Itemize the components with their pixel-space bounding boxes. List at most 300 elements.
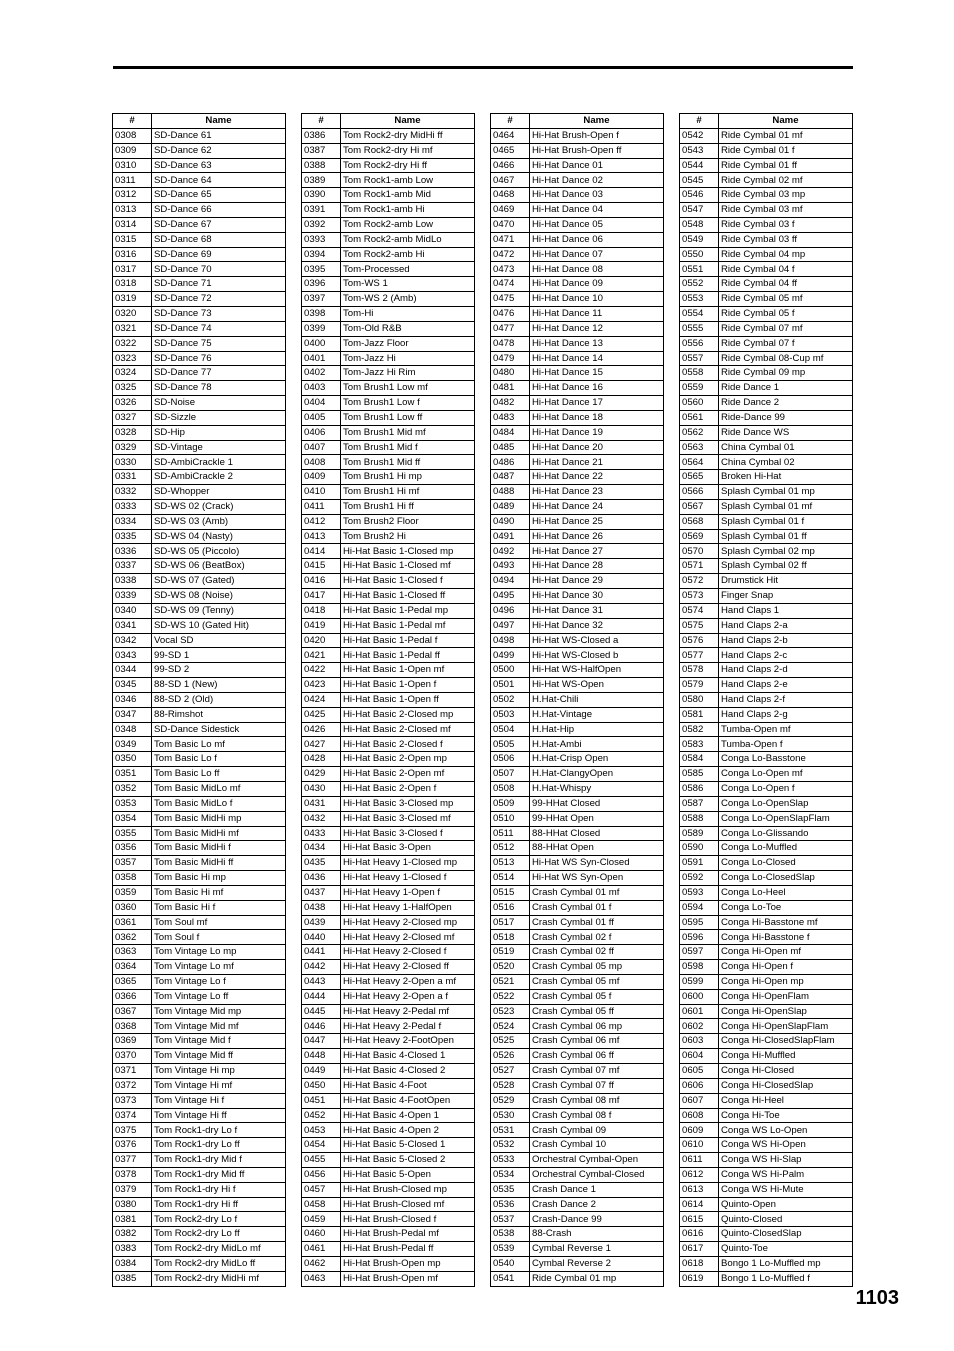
header-name: Name — [341, 114, 475, 129]
sample-number: 0552 — [680, 277, 719, 292]
table-row — [491, 158, 664, 173]
sample-number: 0442 — [302, 960, 341, 975]
sample-name: Crash Cymbal 07 mf — [530, 1064, 664, 1079]
sample-name: Hi-Hat Basic 2-Open mf — [341, 767, 475, 782]
sample-number: 0409 — [302, 470, 341, 485]
sample-name: Tom Rock1-amb Low — [341, 173, 475, 188]
sample-number: 0335 — [113, 529, 152, 544]
sample-number: 0502 — [491, 692, 530, 707]
sample-name: Hi-Hat Dance 16 — [530, 381, 664, 396]
table-row — [113, 974, 286, 989]
table-row — [680, 470, 853, 485]
sample-name: Hi-Hat Dance 08 — [530, 262, 664, 277]
table-row — [113, 1078, 286, 1093]
table-row — [302, 455, 475, 470]
sample-name: Tom Brush2 Floor — [341, 514, 475, 529]
sample-number: 0417 — [302, 589, 341, 604]
sample-number: 0316 — [113, 247, 152, 262]
sample-name: Ride Dance WS — [719, 425, 853, 440]
sample-number: 0416 — [302, 574, 341, 589]
sample-name: Tom Rock2-dry Hi ff — [341, 158, 475, 173]
sample-number: 0326 — [113, 396, 152, 411]
table-row — [302, 1078, 475, 1093]
sample-name: Crash Cymbal 09 — [530, 1123, 664, 1138]
sample-name: Ride Cymbal 07 mf — [719, 321, 853, 336]
sample-number: 0488 — [491, 485, 530, 500]
sample-name: Tom Basic Hi mp — [152, 871, 286, 886]
table-row — [302, 277, 475, 292]
table-row — [491, 455, 664, 470]
table-row — [491, 663, 664, 678]
sample-number: 0357 — [113, 856, 152, 871]
sample-number: 0390 — [302, 188, 341, 203]
sample-number: 0331 — [113, 470, 152, 485]
table-row — [302, 856, 475, 871]
sample-name: Crash Cymbal 02 f — [530, 930, 664, 945]
sample-name: SD-Dance 71 — [152, 277, 286, 292]
table-row — [491, 960, 664, 975]
sample-number: 0352 — [113, 781, 152, 796]
table-row — [680, 1138, 853, 1153]
sample-name: Tom Vintage Mid ff — [152, 1049, 286, 1064]
table-row — [680, 381, 853, 396]
sample-number: 0614 — [680, 1197, 719, 1212]
sample-name: 99-HHat Open — [530, 811, 664, 826]
sample-name: Tom Brush1 Hi mp — [341, 470, 475, 485]
sample-name: Conga WS Hi-Slap — [719, 1153, 853, 1168]
sample-name: Hi-Hat Basic 1-Closed mf — [341, 559, 475, 574]
table-row — [491, 544, 664, 559]
table-row — [680, 559, 853, 574]
sample-number: 0603 — [680, 1034, 719, 1049]
sample-name: Hi-Hat Heavy 1-Closed f — [341, 871, 475, 886]
sample-number: 0557 — [680, 351, 719, 366]
sample-name: 88-SD 1 (New) — [152, 678, 286, 693]
table-row — [491, 945, 664, 960]
sample-name: Hi-Hat Dance 02 — [530, 173, 664, 188]
sample-name: Tom Brush1 Hi ff — [341, 499, 475, 514]
sample-number: 0551 — [680, 262, 719, 277]
sample-number: 0546 — [680, 188, 719, 203]
table-row — [680, 826, 853, 841]
table-row — [491, 974, 664, 989]
sample-name: Tom-WS 1 — [341, 277, 475, 292]
table-row — [680, 900, 853, 915]
sample-number: 0310 — [113, 158, 152, 173]
table-row — [491, 514, 664, 529]
table-row — [113, 351, 286, 366]
sample-number: 0501 — [491, 678, 530, 693]
sample-number: 0440 — [302, 930, 341, 945]
sample-name: Tom Rock2-dry Hi mf — [341, 143, 475, 158]
sample-number: 0505 — [491, 737, 530, 752]
sample-name: Hi-Hat Dance 11 — [530, 306, 664, 321]
sample-number: 0462 — [302, 1256, 341, 1271]
sample-name: Hi-Hat Brush-Closed mp — [341, 1182, 475, 1197]
sample-name: Tom Basic Lo ff — [152, 767, 286, 782]
sample-name: Conga Hi-Open mp — [719, 974, 853, 989]
table-row — [113, 737, 286, 752]
sample-number: 0497 — [491, 618, 530, 633]
sample-number: 0453 — [302, 1123, 341, 1138]
table-row — [680, 188, 853, 203]
table-header-row — [680, 114, 853, 129]
sample-number: 0467 — [491, 173, 530, 188]
sample-name: Tom Basic MidHi ff — [152, 856, 286, 871]
sample-name: Ride Cymbal 02 mf — [719, 173, 853, 188]
sample-name: Tom Vintage Lo mf — [152, 960, 286, 975]
sample-number: 0533 — [491, 1153, 530, 1168]
table-row — [491, 410, 664, 425]
table-row — [302, 1093, 475, 1108]
sample-name: Hi-Hat Basic 1-Open f — [341, 678, 475, 693]
sample-name: Tom Rock1-amb Mid — [341, 188, 475, 203]
sample-table-3 — [490, 113, 664, 1287]
sample-table-2 — [301, 113, 475, 1287]
table-row — [680, 1271, 853, 1286]
sample-number: 0481 — [491, 381, 530, 396]
table-row — [113, 232, 286, 247]
table-row — [302, 1212, 475, 1227]
sample-number: 0319 — [113, 292, 152, 307]
table-row — [113, 306, 286, 321]
sample-number: 0490 — [491, 514, 530, 529]
sample-name: SD-Vintage — [152, 440, 286, 455]
sample-name: Conga Lo-Basstone — [719, 752, 853, 767]
sample-name: Tom Basic MidLo f — [152, 796, 286, 811]
table-row — [491, 440, 664, 455]
table-row — [302, 499, 475, 514]
sample-number: 0327 — [113, 410, 152, 425]
table-row — [491, 722, 664, 737]
sample-name: Hi-Hat Basic 3-Closed mp — [341, 796, 475, 811]
sample-name: Crash Cymbal 02 ff — [530, 945, 664, 960]
sample-name: Tom-Processed — [341, 262, 475, 277]
sample-number: 0389 — [302, 173, 341, 188]
sample-number: 0510 — [491, 811, 530, 826]
table-row — [302, 871, 475, 886]
sample-number: 0583 — [680, 737, 719, 752]
table-row — [491, 262, 664, 277]
table-row — [680, 440, 853, 455]
sample-number: 0458 — [302, 1197, 341, 1212]
table-row — [680, 158, 853, 173]
sample-name: Conga WS Lo-Open — [719, 1123, 853, 1138]
table-row — [113, 960, 286, 975]
sample-name: SD-WS 02 (Crack) — [152, 499, 286, 514]
sample-name: Ride Cymbal 04 mp — [719, 247, 853, 262]
table-row — [680, 514, 853, 529]
sample-name: Hi-Hat Brush-Open f — [530, 128, 664, 143]
header-number: # — [491, 114, 530, 129]
table-row — [302, 203, 475, 218]
sample-number: 0428 — [302, 752, 341, 767]
sample-number: 0595 — [680, 915, 719, 930]
sample-name: Conga Hi-ClosedSlapFlam — [719, 1034, 853, 1049]
table-row — [680, 722, 853, 737]
table-row — [680, 945, 853, 960]
sample-number: 0457 — [302, 1182, 341, 1197]
table-row — [680, 217, 853, 232]
table-row — [680, 499, 853, 514]
sample-name: SD-Dance 64 — [152, 173, 286, 188]
sample-number: 0374 — [113, 1108, 152, 1123]
sample-number: 0540 — [491, 1256, 530, 1271]
sample-number: 0400 — [302, 336, 341, 351]
sample-name: Finger Snap — [719, 589, 853, 604]
table-row — [491, 336, 664, 351]
table-row — [491, 692, 664, 707]
table-row — [113, 1271, 286, 1286]
sample-number: 0495 — [491, 589, 530, 604]
sample-name: Crash Cymbal 05 mp — [530, 960, 664, 975]
sample-number: 0328 — [113, 425, 152, 440]
table-row — [302, 188, 475, 203]
sample-number: 0555 — [680, 321, 719, 336]
table-row — [113, 1064, 286, 1079]
sample-number: 0586 — [680, 781, 719, 796]
sample-number: 0463 — [302, 1271, 341, 1286]
sample-name: Crash Cymbal 01 mf — [530, 885, 664, 900]
table-row — [680, 752, 853, 767]
sample-name: Ride Dance 2 — [719, 396, 853, 411]
sample-number: 0371 — [113, 1064, 152, 1079]
table-row — [491, 247, 664, 262]
sample-name: Hi-Hat Brush-Closed f — [341, 1212, 475, 1227]
table-row — [113, 885, 286, 900]
table-row — [680, 871, 853, 886]
table-row — [491, 1153, 664, 1168]
table-row — [113, 1197, 286, 1212]
sample-name: SD-Dance 78 — [152, 381, 286, 396]
table-row — [302, 158, 475, 173]
table-row — [302, 960, 475, 975]
table-row — [113, 856, 286, 871]
table-row — [680, 707, 853, 722]
table-row — [491, 648, 664, 663]
table-row — [680, 336, 853, 351]
table-row — [491, 396, 664, 411]
sample-name: Hi-Hat Heavy 2-Closed ff — [341, 960, 475, 975]
sample-name: Hi-Hat Heavy 2-Pedal mf — [341, 1004, 475, 1019]
sample-number: 0322 — [113, 336, 152, 351]
sample-name: Ride Cymbal 05 f — [719, 306, 853, 321]
table-row — [113, 455, 286, 470]
table-row — [302, 514, 475, 529]
sample-name: H.Hat-Ambi — [530, 737, 664, 752]
sample-name: Conga Lo-Toe — [719, 900, 853, 915]
header-name: Name — [719, 114, 853, 129]
table-row — [302, 1256, 475, 1271]
sample-name: Tom Rock1-dry Mid ff — [152, 1167, 286, 1182]
sample-number: 0324 — [113, 366, 152, 381]
sample-number: 0571 — [680, 559, 719, 574]
sample-name: SD-Dance 75 — [152, 336, 286, 351]
sample-name: Crash Cymbal 05 mf — [530, 974, 664, 989]
table-row — [302, 1227, 475, 1242]
table-row — [491, 871, 664, 886]
sample-number: 0404 — [302, 396, 341, 411]
table-row — [680, 1064, 853, 1079]
sample-name: Hi-Hat Dance 07 — [530, 247, 664, 262]
sample-number: 0615 — [680, 1212, 719, 1227]
sample-number: 0330 — [113, 455, 152, 470]
sample-name: Tom Rock2-dry Lo f — [152, 1212, 286, 1227]
sample-number: 0592 — [680, 871, 719, 886]
table-row — [302, 1153, 475, 1168]
sample-name: Splash Cymbal 01 f — [719, 514, 853, 529]
table-row — [491, 856, 664, 871]
sample-number: 0521 — [491, 974, 530, 989]
sample-number: 0446 — [302, 1019, 341, 1034]
table-row — [302, 692, 475, 707]
sample-name: Cymbal Reverse 2 — [530, 1256, 664, 1271]
sample-name: Tom Brush1 Low mf — [341, 381, 475, 396]
sample-number: 0433 — [302, 826, 341, 841]
table-row — [113, 1167, 286, 1182]
sample-number: 0406 — [302, 425, 341, 440]
sample-name: SD-Dance 74 — [152, 321, 286, 336]
sample-number: 0323 — [113, 351, 152, 366]
sample-name: Tom-Jazz Hi Rim — [341, 366, 475, 381]
sample-number: 0443 — [302, 974, 341, 989]
table-row — [113, 1093, 286, 1108]
sample-name: Hi-Hat Dance 15 — [530, 366, 664, 381]
sample-name: Hand Claps 2-c — [719, 648, 853, 663]
sample-name: Bongo 1 Lo-Muffled f — [719, 1271, 853, 1286]
sample-number: 0534 — [491, 1167, 530, 1182]
sample-name: SD-WS 10 (Gated Hit) — [152, 618, 286, 633]
sample-number: 0532 — [491, 1138, 530, 1153]
sample-number: 0375 — [113, 1123, 152, 1138]
table-row — [491, 796, 664, 811]
sample-name: Splash Cymbal 01 ff — [719, 529, 853, 544]
table-row — [680, 1034, 853, 1049]
sample-number: 0436 — [302, 871, 341, 886]
sample-name: Hi-Hat Heavy 2-Open a mf — [341, 974, 475, 989]
sample-number: 0384 — [113, 1256, 152, 1271]
table-row — [680, 989, 853, 1004]
sample-name: Ride Cymbal 09 mp — [719, 366, 853, 381]
sample-number: 0542 — [680, 128, 719, 143]
table-row — [302, 1167, 475, 1182]
sample-name: Crash Cymbal 06 mp — [530, 1019, 664, 1034]
sample-name: Crash Cymbal 01 f — [530, 900, 664, 915]
sample-name: Hi-Hat Basic 1-Pedal mf — [341, 618, 475, 633]
sample-number: 0588 — [680, 811, 719, 826]
sample-name: Splash Cymbal 02 ff — [719, 559, 853, 574]
sample-number: 0419 — [302, 618, 341, 633]
table-row — [680, 1108, 853, 1123]
sample-number: 0587 — [680, 796, 719, 811]
sample-number: 0445 — [302, 1004, 341, 1019]
sample-number: 0461 — [302, 1242, 341, 1257]
table-row — [680, 856, 853, 871]
sample-name: SD-Dance 72 — [152, 292, 286, 307]
sample-number: 0336 — [113, 544, 152, 559]
sample-name: Tom-WS 2 (Amb) — [341, 292, 475, 307]
sample-number: 0566 — [680, 485, 719, 500]
table-row — [302, 589, 475, 604]
sample-name: Hi-Hat Basic 2-Open mp — [341, 752, 475, 767]
sample-number: 0493 — [491, 559, 530, 574]
sample-number: 0385 — [113, 1271, 152, 1286]
sample-name: Hi-Hat WS-HalfOpen — [530, 663, 664, 678]
table-row — [491, 1256, 664, 1271]
table-row — [113, 781, 286, 796]
sample-number: 0513 — [491, 856, 530, 871]
sample-number: 0536 — [491, 1197, 530, 1212]
sample-number: 0539 — [491, 1242, 530, 1257]
sample-number: 0519 — [491, 945, 530, 960]
sample-number: 0438 — [302, 900, 341, 915]
sample-name: Hi-Hat Dance 32 — [530, 618, 664, 633]
sample-name: Tom Basic Lo mf — [152, 737, 286, 752]
header-name: Name — [530, 114, 664, 129]
sample-name: Ride Cymbal 03 ff — [719, 232, 853, 247]
sample-number: 0312 — [113, 188, 152, 203]
sample-number: 0398 — [302, 306, 341, 321]
table-row — [113, 396, 286, 411]
sample-number: 0479 — [491, 351, 530, 366]
sample-number: 0607 — [680, 1093, 719, 1108]
sample-name: Hi-Hat Basic 3-Closed mf — [341, 811, 475, 826]
sample-number: 0429 — [302, 767, 341, 782]
table-row — [491, 1064, 664, 1079]
table-row — [302, 366, 475, 381]
sample-name: SD-Dance 61 — [152, 128, 286, 143]
sample-number: 0544 — [680, 158, 719, 173]
sample-number: 0578 — [680, 663, 719, 678]
table-row — [680, 678, 853, 693]
table-row — [113, 1212, 286, 1227]
table-row — [680, 796, 853, 811]
sample-name: 88-Rimshot — [152, 707, 286, 722]
table-row — [491, 1034, 664, 1049]
sample-name: Hi-Hat Heavy 2-Pedal f — [341, 1019, 475, 1034]
sample-name: Hi-Hat Dance 24 — [530, 499, 664, 514]
sample-name: Tom Brush2 Hi — [341, 529, 475, 544]
sample-number: 0541 — [491, 1271, 530, 1286]
table-row — [113, 277, 286, 292]
sample-number: 0426 — [302, 722, 341, 737]
sample-name: Quinto-ClosedSlap — [719, 1227, 853, 1242]
table-row — [680, 529, 853, 544]
table-row — [113, 752, 286, 767]
sample-name: Hi-Hat Dance 26 — [530, 529, 664, 544]
sample-name: SD-Dance 66 — [152, 203, 286, 218]
sample-number: 0313 — [113, 203, 152, 218]
sample-number: 0515 — [491, 885, 530, 900]
sample-name: Tom Basic MidLo mf — [152, 781, 286, 796]
table-row — [302, 796, 475, 811]
table-row — [302, 618, 475, 633]
sample-name: Tom Vintage Hi f — [152, 1093, 286, 1108]
table-row — [491, 1242, 664, 1257]
sample-number: 0471 — [491, 232, 530, 247]
sample-name: Hi-Hat Heavy 2-Closed mp — [341, 915, 475, 930]
sample-name: Ride Cymbal 01 mp — [530, 1271, 664, 1286]
sample-number: 0477 — [491, 321, 530, 336]
sample-number: 0397 — [302, 292, 341, 307]
table-row — [680, 410, 853, 425]
sample-name: Hi-Hat Dance 25 — [530, 514, 664, 529]
table-row — [680, 396, 853, 411]
table-row — [680, 351, 853, 366]
sample-number: 0474 — [491, 277, 530, 292]
sample-name: Tom Rock2-amb Low — [341, 217, 475, 232]
sample-name: Conga Hi-OpenFlam — [719, 989, 853, 1004]
